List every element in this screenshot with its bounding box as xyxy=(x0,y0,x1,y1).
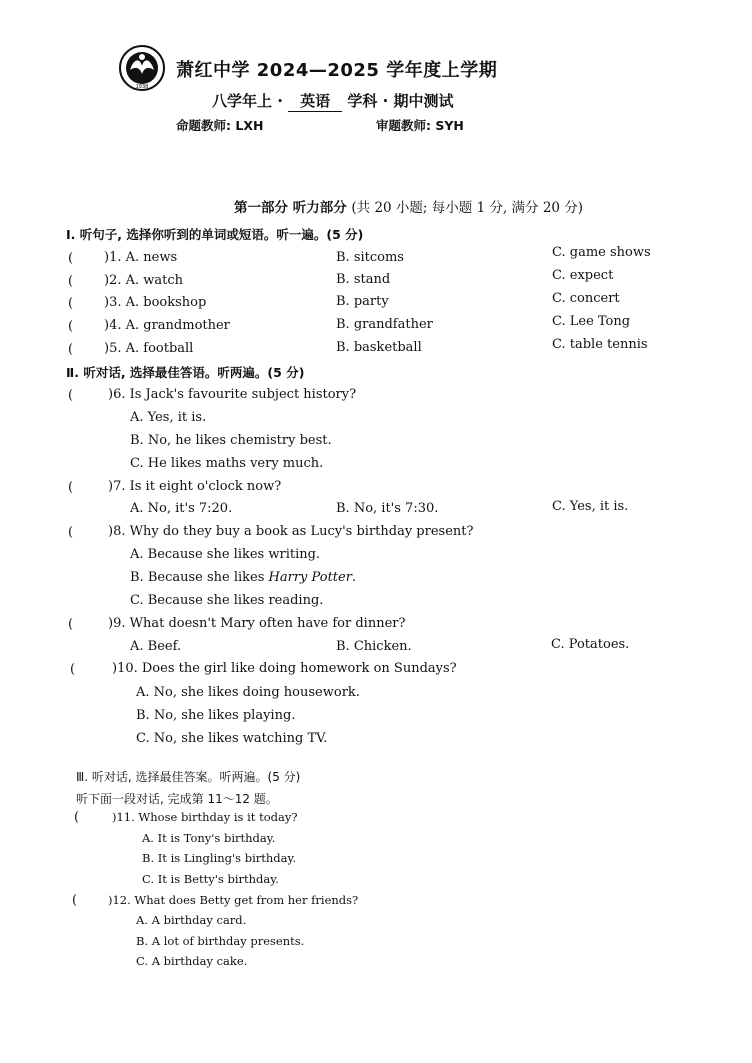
q5-option-b: B. basketball xyxy=(336,340,422,355)
q7-option-b: B. No, it's 7:30. xyxy=(336,501,439,516)
reviewer-label: 审题教师: SYH xyxy=(376,118,464,133)
answer-paren: ( xyxy=(68,342,74,357)
q8-option-b-end: . xyxy=(351,570,357,585)
q8-option-b xyxy=(130,570,356,585)
q6-option-a: A. Yes, it is. xyxy=(130,410,207,425)
answer-paren: ( xyxy=(68,274,74,289)
q10-option-a: A. No, she likes doing housework. xyxy=(136,685,360,700)
grade-label: 八学年上 · xyxy=(212,92,283,110)
q9-option-c: C. Potatoes. xyxy=(551,637,630,652)
exam-title: 萧红中学 2024—2025 学年度上学期 xyxy=(176,60,498,81)
exam-type-label: 学科 · 期中测试 xyxy=(347,92,454,110)
answer-paren: ( xyxy=(68,296,74,311)
q3-option-b: B. party xyxy=(336,294,389,309)
answer-paren: ( xyxy=(68,388,74,403)
q9-option-a: A. Beef. xyxy=(130,639,182,654)
q4-option-a: )4. A. grandmother xyxy=(104,318,230,333)
setter-label: 命题教师: LXH xyxy=(176,118,264,133)
svg-text:1938: 1938 xyxy=(135,84,149,90)
q11-option-c: C. It is Betty's birthday. xyxy=(142,872,279,886)
q8-option-c: C. Because she likes reading. xyxy=(130,593,324,608)
school-logo-icon xyxy=(118,44,166,92)
part1-note: (共 20 小题; 每小题 1 分, 满分 20 分) xyxy=(351,200,584,216)
q4-option-c: C. Lee Tong xyxy=(552,314,631,329)
q6-option-c: C. He likes maths very much. xyxy=(130,456,324,471)
q7-stem: )7. Is it eight o'clock now? xyxy=(108,479,282,494)
section1-heading: Ⅰ. 听句子, 选择你听到的单词或短语。听一遍。(5 分) xyxy=(66,227,364,242)
section2-heading: Ⅱ. 听对话, 选择最佳答语。听两遍。(5 分) xyxy=(66,365,305,380)
q3-option-c: C. concert xyxy=(552,291,620,306)
q8-option-b-text: B. Because she likes xyxy=(130,570,269,585)
q11-option-b: B. It is Lingling's birthday. xyxy=(142,851,297,865)
section3-heading: Ⅲ. 听对话, 选择最佳答案。听两遍。(5 分) xyxy=(76,770,301,784)
q8-option-b-title: Harry Potter xyxy=(268,570,352,585)
answer-paren: ( xyxy=(68,251,74,266)
q12-option-c: C. A birthday cake. xyxy=(136,954,248,968)
q2-option-b: B. stand xyxy=(336,272,391,287)
q10-option-c: C. No, she likes watching TV. xyxy=(136,731,328,746)
answer-paren: ( xyxy=(70,662,76,677)
q5-option-a: )5. A. football xyxy=(104,341,194,356)
q1-option-b: B. sitcoms xyxy=(336,250,404,265)
q9-stem: )9. What doesn't Mary often have for dinner? xyxy=(108,616,406,631)
answer-paren: ( xyxy=(68,525,74,540)
part1-title xyxy=(234,196,583,216)
q12-option-a: A. A birthday card. xyxy=(136,913,247,927)
q7-option-a: A. No, it's 7:20. xyxy=(130,501,233,516)
answer-paren: ( xyxy=(68,617,74,632)
q10-stem: )10. Does the girl like doing homework on Sundays? xyxy=(112,661,457,676)
q2-option-a: )2. A. watch xyxy=(104,273,184,288)
answer-paren: ( xyxy=(68,319,74,334)
q9-option-b: B. Chicken. xyxy=(336,639,412,654)
q6-option-b: B. No, he likes chemistry best. xyxy=(130,433,332,448)
part1-title-text: 第一部分 听力部分 xyxy=(234,200,347,216)
section3-intro: 听下面一段对话, 完成第 11～12 题。 xyxy=(76,792,278,806)
subject-label: 英语 xyxy=(288,90,342,112)
q12-stem: )12. What does Betty get from her friends? xyxy=(108,893,359,907)
q11-option-a: A. It is Tony's birthday. xyxy=(142,831,276,845)
q7-option-c: C. Yes, it is. xyxy=(552,499,629,514)
q1-option-a: )1. A. news xyxy=(104,250,178,265)
exam-subtitle xyxy=(212,90,454,112)
q8-stem: )8. Why do they buy a book as Lucy's birthday present? xyxy=(108,524,474,539)
q1-option-c: C. game shows xyxy=(552,245,651,260)
q11-stem: )11. Whose birthday is it today? xyxy=(112,810,298,824)
answer-paren: ( xyxy=(68,480,74,495)
q2-option-c: C. expect xyxy=(552,268,614,283)
q12-option-b: B. A lot of birthday presents. xyxy=(136,934,305,948)
q5-option-c: C. table tennis xyxy=(552,337,648,352)
q6-stem: )6. Is Jack's favourite subject history? xyxy=(108,387,357,402)
answer-paren: ( xyxy=(72,893,78,908)
q10-option-b: B. No, she likes playing. xyxy=(136,708,296,723)
q8-option-a: A. Because she likes writing. xyxy=(130,547,321,562)
q3-option-a: )3. A. bookshop xyxy=(104,295,207,310)
answer-paren: ( xyxy=(74,810,80,825)
q4-option-b: B. grandfather xyxy=(336,317,433,332)
